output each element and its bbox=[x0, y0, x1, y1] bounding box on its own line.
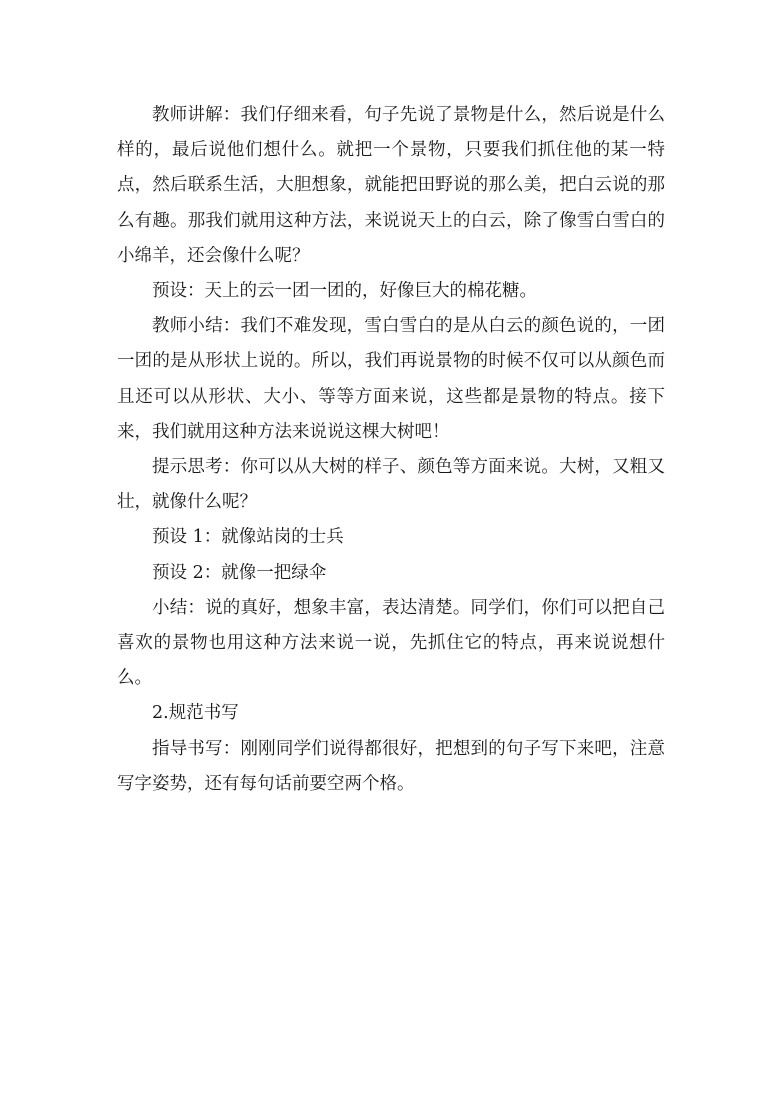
paragraph-writing-guidance: 指导书写：刚刚同学们说得都很好，把想到的句子写下来吧，注意写字姿势，还有每句话前要空两个格。 bbox=[117, 738, 665, 794]
paragraph-preset-2: 预设 2：就像一把绿伞 bbox=[152, 562, 327, 583]
paragraph-teacher-explanation: 教师讲解：我们仔细来看，句子先说了景物是什么，然后说是什么样的，最后说他们想什么。就把一个景物，只要我们抓住他的某一特点，然后联系生活，大胆想象，就能把田野说的那么美，把白云说的那么有趣。那我们就用这种方法，来说说天上的白云，除了像雪白雪白的小绵羊，还会像什么呢？ bbox=[117, 105, 665, 266]
paragraph-summary: 小结：说的真好，想象丰富，表达清楚。同学们，你们可以把自己喜欢的景物也用这种方法来说一说，先抓住它的特点，再来说说想什么。 bbox=[117, 597, 665, 689]
paragraph-preset-1: 预设 1：就像站岗的士兵 bbox=[152, 527, 344, 548]
paragraph-preset-cloud: 预设：天上的云一团一团的，好像巨大的棉花糖。 bbox=[152, 281, 537, 302]
paragraph-teacher-summary: 教师小结：我们不难发现，雪白雪白的是从白云的颜色说的，一团一团的是从形状上说的。所以，我们再说景物的时候不仅可以从颜色而且还可以从形状、大小、等等方面来说，这些都是景物的特点。接下来，我们就用这种方法来说说这棵大树吧！ bbox=[117, 316, 665, 442]
paragraph-thinking-prompt: 提示思考：你可以从大树的样子、颜色等方面来说。大树，又粗又壮，就像什么呢？ bbox=[117, 457, 665, 513]
section-heading-writing: 2.规范书写 bbox=[152, 703, 239, 724]
document-body bbox=[117, 98, 665, 802]
